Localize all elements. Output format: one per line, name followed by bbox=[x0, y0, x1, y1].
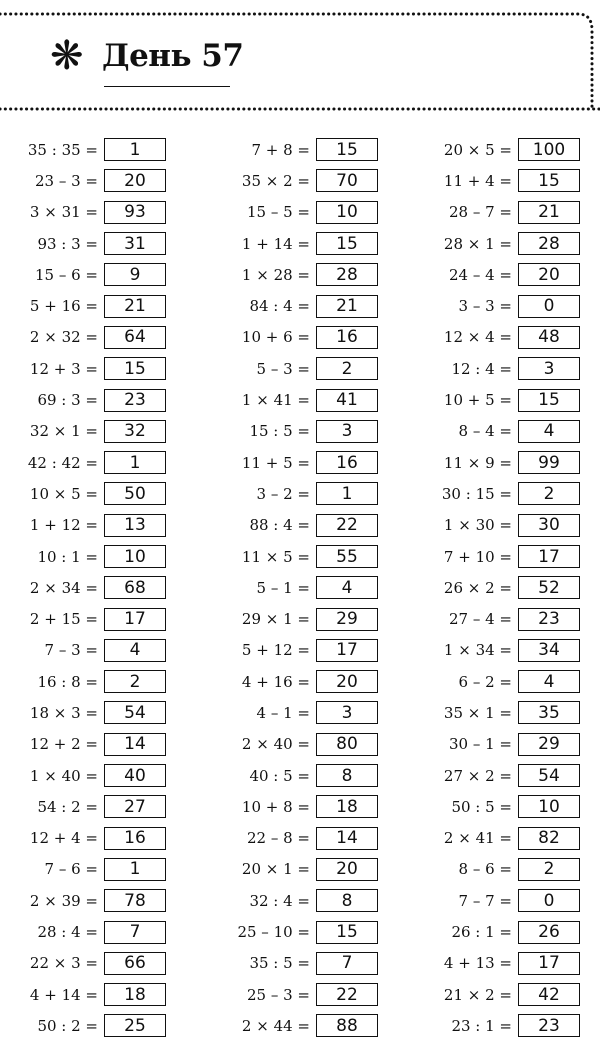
answer-box[interactable]: 8 bbox=[316, 889, 378, 912]
problem-row bbox=[0, 416, 166, 447]
problem-row bbox=[418, 760, 580, 791]
problem-expression: 28 : 4 = bbox=[37, 923, 98, 942]
problem-row bbox=[418, 165, 580, 196]
answer-box[interactable]: 21 bbox=[518, 201, 580, 224]
problem-expression: 3 – 2 = bbox=[256, 484, 310, 503]
answer-box[interactable]: 18 bbox=[316, 795, 378, 818]
answer-box[interactable]: 80 bbox=[316, 733, 378, 756]
problem-row bbox=[0, 603, 166, 634]
problem-row bbox=[210, 854, 378, 885]
problem-expression: 2 × 32 = bbox=[29, 328, 98, 347]
answer-box[interactable]: 4 bbox=[104, 639, 166, 662]
problem-row bbox=[418, 228, 580, 259]
problem-row bbox=[418, 510, 580, 541]
answer-box[interactable]: 15 bbox=[316, 138, 378, 161]
problem-expression: 4 + 13 = bbox=[443, 954, 512, 973]
problem-row bbox=[418, 572, 580, 603]
asterisk-icon: ❋ bbox=[50, 33, 84, 79]
answer-box[interactable]: 20 bbox=[316, 858, 378, 881]
problem-expression: 10 + 5 = bbox=[443, 391, 512, 410]
problem-expression: 2 × 44 = bbox=[241, 1016, 310, 1035]
problem-row bbox=[418, 885, 580, 916]
problem-row bbox=[210, 916, 378, 947]
problem-row bbox=[210, 228, 378, 259]
answer-box[interactable]: 31 bbox=[104, 232, 166, 255]
answer-box[interactable]: 34 bbox=[518, 639, 580, 662]
problem-expression: 54 : 2 = bbox=[37, 797, 98, 816]
answer-box[interactable]: 29 bbox=[518, 733, 580, 756]
answer-box[interactable]: 48 bbox=[518, 326, 580, 349]
problem-expression: 11 × 9 = bbox=[443, 453, 512, 472]
problem-expression: 12 : 4 = bbox=[451, 359, 512, 378]
problem-row bbox=[0, 197, 166, 228]
problem-expression: 50 : 5 = bbox=[451, 797, 512, 816]
answer-box[interactable]: 22 bbox=[316, 514, 378, 537]
problem-expression: 30 – 1 = bbox=[448, 735, 512, 754]
problem-row bbox=[0, 353, 166, 384]
problem-row bbox=[210, 134, 378, 165]
problem-row bbox=[210, 572, 378, 603]
problem-expression: 12 + 3 = bbox=[29, 359, 98, 378]
answer-box[interactable]: 18 bbox=[104, 983, 166, 1006]
problem-row bbox=[0, 729, 166, 760]
problem-expression: 10 : 1 = bbox=[37, 547, 98, 566]
answer-box[interactable]: 3 bbox=[316, 420, 378, 443]
problem-row bbox=[210, 197, 378, 228]
problem-expression: 29 × 1 = bbox=[241, 610, 310, 629]
problem-expression: 2 + 15 = bbox=[29, 610, 98, 629]
problem-row bbox=[0, 666, 166, 697]
title-block bbox=[50, 33, 244, 79]
answer-box[interactable]: 10 bbox=[518, 795, 580, 818]
problem-expression: 26 : 1 = bbox=[451, 923, 512, 942]
page-header bbox=[0, 0, 600, 118]
answer-box[interactable]: 9 bbox=[104, 263, 166, 286]
answer-box[interactable]: 93 bbox=[104, 201, 166, 224]
problem-row bbox=[0, 1010, 166, 1041]
problem-row bbox=[210, 948, 378, 979]
problem-expression: 1 + 14 = bbox=[241, 234, 310, 253]
problem-row bbox=[210, 979, 378, 1010]
problem-expression: 3 × 31 = bbox=[29, 203, 98, 222]
problem-expression: 10 + 6 = bbox=[241, 328, 310, 347]
problem-row bbox=[418, 1010, 580, 1041]
answer-box[interactable]: 28 bbox=[316, 263, 378, 286]
answer-box[interactable]: 4 bbox=[518, 420, 580, 443]
problem-row bbox=[210, 259, 378, 290]
problem-row bbox=[210, 791, 378, 822]
problem-row bbox=[210, 165, 378, 196]
problem-row bbox=[418, 697, 580, 728]
problem-expression: 2 × 39 = bbox=[29, 891, 98, 910]
answer-box[interactable]: 27 bbox=[104, 795, 166, 818]
answer-box[interactable]: 14 bbox=[316, 827, 378, 850]
answer-box[interactable]: 21 bbox=[316, 295, 378, 318]
answer-box[interactable]: 20 bbox=[316, 670, 378, 693]
problem-row bbox=[210, 478, 378, 509]
problem-expression: 5 – 1 = bbox=[256, 578, 310, 597]
answer-box[interactable]: 10 bbox=[104, 545, 166, 568]
answer-box[interactable]: 1 bbox=[316, 482, 378, 505]
answer-box[interactable]: 0 bbox=[518, 889, 580, 912]
problem-expression: 28 × 1 = bbox=[443, 234, 512, 253]
problem-expression: 20 × 5 = bbox=[443, 140, 512, 159]
answer-box[interactable]: 15 bbox=[518, 389, 580, 412]
problem-expression: 7 + 10 = bbox=[443, 547, 512, 566]
problem-expression: 25 – 3 = bbox=[246, 985, 310, 1004]
problem-row bbox=[418, 791, 580, 822]
problem-expression: 3 – 3 = bbox=[458, 297, 512, 316]
answer-box[interactable]: 15 bbox=[518, 169, 580, 192]
problem-expression: 11 + 4 = bbox=[443, 171, 512, 190]
problem-expression: 15 – 5 = bbox=[246, 203, 310, 222]
problem-row bbox=[0, 478, 166, 509]
answer-box[interactable]: 13 bbox=[104, 514, 166, 537]
problem-expression: 10 + 8 = bbox=[241, 797, 310, 816]
problem-expression: 32 : 4 = bbox=[249, 891, 310, 910]
problem-row bbox=[210, 447, 378, 478]
problem-row bbox=[0, 384, 166, 415]
answer-box[interactable]: 16 bbox=[316, 326, 378, 349]
problem-row bbox=[210, 510, 378, 541]
problem-expression: 8 – 6 = bbox=[458, 860, 512, 879]
problem-column-3 bbox=[418, 134, 580, 1042]
problem-row bbox=[0, 697, 166, 728]
problem-expression: 22 – 8 = bbox=[246, 829, 310, 848]
problem-row bbox=[418, 290, 580, 321]
problem-row bbox=[0, 854, 166, 885]
problem-row bbox=[418, 322, 580, 353]
title-underline bbox=[104, 86, 230, 87]
answer-box[interactable]: 64 bbox=[104, 326, 166, 349]
answer-box[interactable]: 29 bbox=[316, 608, 378, 631]
problem-expression: 27 – 4 = bbox=[448, 610, 512, 629]
problem-expression: 4 – 1 = bbox=[256, 703, 310, 722]
answer-box[interactable]: 2 bbox=[316, 357, 378, 380]
problem-row bbox=[418, 197, 580, 228]
answer-box[interactable]: 88 bbox=[316, 1014, 378, 1037]
answer-box[interactable]: 82 bbox=[518, 827, 580, 850]
problem-expression: 12 × 4 = bbox=[443, 328, 512, 347]
answer-box[interactable]: 15 bbox=[316, 232, 378, 255]
problem-row bbox=[0, 916, 166, 947]
problem-expression: 1 × 34 = bbox=[443, 641, 512, 660]
problem-expression: 12 + 2 = bbox=[29, 735, 98, 754]
problem-expression: 4 + 16 = bbox=[241, 672, 310, 691]
problem-expression: 12 + 4 = bbox=[29, 829, 98, 848]
problem-expression: 11 + 5 = bbox=[241, 453, 310, 472]
answer-box[interactable]: 35 bbox=[518, 701, 580, 724]
problem-expression: 15 – 6 = bbox=[34, 265, 98, 284]
problem-row bbox=[0, 322, 166, 353]
answer-box[interactable]: 0 bbox=[518, 295, 580, 318]
answer-box[interactable]: 3 bbox=[518, 357, 580, 380]
problem-expression: 30 : 15 = bbox=[441, 484, 512, 503]
answer-box[interactable]: 20 bbox=[104, 169, 166, 192]
answer-box[interactable]: 14 bbox=[104, 733, 166, 756]
problem-expression: 35 × 1 = bbox=[443, 703, 512, 722]
problem-row bbox=[0, 290, 166, 321]
problem-row bbox=[418, 635, 580, 666]
answer-box[interactable]: 7 bbox=[104, 921, 166, 944]
problem-expression: 2 × 40 = bbox=[241, 735, 310, 754]
problem-column-2 bbox=[210, 134, 378, 1042]
answer-box[interactable]: 4 bbox=[518, 670, 580, 693]
problem-row bbox=[0, 165, 166, 196]
problem-expression: 16 : 8 = bbox=[37, 672, 98, 691]
problem-expression: 5 + 12 = bbox=[241, 641, 310, 660]
problem-row bbox=[0, 979, 166, 1010]
problem-expression: 88 : 4 = bbox=[249, 516, 310, 535]
problem-row bbox=[210, 322, 378, 353]
problem-expression: 7 – 7 = bbox=[458, 891, 512, 910]
problem-expression: 35 : 5 = bbox=[249, 954, 310, 973]
problem-row bbox=[418, 603, 580, 634]
answer-box[interactable]: 78 bbox=[104, 889, 166, 912]
answer-box[interactable]: 1 bbox=[104, 138, 166, 161]
answer-box[interactable]: 10 bbox=[316, 201, 378, 224]
answer-box[interactable]: 23 bbox=[104, 389, 166, 412]
problem-expression: 50 : 2 = bbox=[37, 1016, 98, 1035]
problem-expression: 28 – 7 = bbox=[448, 203, 512, 222]
answer-box[interactable]: 2 bbox=[104, 670, 166, 693]
problem-row bbox=[0, 760, 166, 791]
problem-expression: 18 × 3 = bbox=[29, 703, 98, 722]
problem-expression: 1 × 28 = bbox=[241, 265, 310, 284]
problem-row bbox=[0, 541, 166, 572]
problem-row bbox=[0, 447, 166, 478]
problem-expression: 4 + 14 = bbox=[29, 985, 98, 1004]
problem-expression: 26 × 2 = bbox=[443, 578, 512, 597]
answer-box[interactable]: 17 bbox=[518, 952, 580, 975]
answer-box[interactable]: 99 bbox=[518, 451, 580, 474]
problem-row bbox=[210, 541, 378, 572]
problem-expression: 21 × 2 = bbox=[443, 985, 512, 1004]
answer-box[interactable]: 50 bbox=[104, 482, 166, 505]
problem-row bbox=[210, 666, 378, 697]
problem-expression: 35 : 35 = bbox=[27, 140, 98, 159]
problem-row bbox=[418, 259, 580, 290]
answer-box[interactable]: 3 bbox=[316, 701, 378, 724]
problem-row bbox=[210, 760, 378, 791]
answer-box[interactable]: 1 bbox=[104, 858, 166, 881]
answer-box[interactable]: 42 bbox=[518, 983, 580, 1006]
problem-expression: 11 × 5 = bbox=[241, 547, 310, 566]
problem-row bbox=[0, 134, 166, 165]
answer-box[interactable]: 52 bbox=[518, 576, 580, 599]
problem-row bbox=[0, 510, 166, 541]
problem-expression: 1 × 41 = bbox=[241, 391, 310, 410]
answer-box[interactable]: 40 bbox=[104, 764, 166, 787]
problem-row bbox=[210, 729, 378, 760]
problem-row bbox=[418, 979, 580, 1010]
problem-row bbox=[0, 823, 166, 854]
answer-box[interactable]: 23 bbox=[518, 1014, 580, 1037]
problem-row bbox=[0, 791, 166, 822]
answer-box[interactable]: 100 bbox=[518, 138, 580, 161]
answer-box[interactable]: 55 bbox=[316, 545, 378, 568]
answer-box[interactable]: 30 bbox=[518, 514, 580, 537]
problem-expression: 24 – 4 = bbox=[448, 265, 512, 284]
problem-row bbox=[210, 1010, 378, 1041]
problem-expression: 2 × 34 = bbox=[29, 578, 98, 597]
problem-expression: 35 × 2 = bbox=[241, 171, 310, 190]
problem-expression: 69 : 3 = bbox=[37, 391, 98, 410]
answer-box[interactable]: 23 bbox=[518, 608, 580, 631]
answer-box[interactable]: 66 bbox=[104, 952, 166, 975]
answer-box[interactable]: 1 bbox=[104, 451, 166, 474]
problem-row bbox=[210, 290, 378, 321]
problem-row bbox=[0, 572, 166, 603]
problem-row bbox=[210, 353, 378, 384]
answer-box[interactable]: 21 bbox=[104, 295, 166, 318]
problem-expression: 5 – 3 = bbox=[256, 359, 310, 378]
problem-row bbox=[0, 885, 166, 916]
answer-box[interactable]: 25 bbox=[104, 1014, 166, 1037]
problem-row bbox=[418, 916, 580, 947]
problem-expression: 25 – 10 = bbox=[237, 923, 310, 942]
problem-column-1 bbox=[0, 134, 166, 1042]
problem-row bbox=[418, 416, 580, 447]
answer-box[interactable]: 22 bbox=[316, 983, 378, 1006]
answer-box[interactable]: 17 bbox=[316, 639, 378, 662]
answer-box[interactable]: 68 bbox=[104, 576, 166, 599]
problem-row bbox=[210, 416, 378, 447]
problem-expression: 7 + 8 = bbox=[251, 140, 310, 159]
problem-row bbox=[418, 447, 580, 478]
problem-expression: 42 : 42 = bbox=[27, 453, 98, 472]
problem-expression: 1 × 30 = bbox=[443, 516, 512, 535]
problem-expression: 2 × 41 = bbox=[443, 829, 512, 848]
problem-row bbox=[418, 823, 580, 854]
problem-expression: 6 – 2 = bbox=[458, 672, 512, 691]
problem-row bbox=[418, 478, 580, 509]
problem-expression: 10 × 5 = bbox=[29, 484, 98, 503]
answer-box[interactable]: 17 bbox=[518, 545, 580, 568]
problem-row bbox=[418, 541, 580, 572]
answer-box[interactable]: 7 bbox=[316, 952, 378, 975]
problem-row bbox=[418, 134, 580, 165]
problem-row bbox=[0, 635, 166, 666]
answer-box[interactable]: 16 bbox=[104, 827, 166, 850]
page-title: День 57 bbox=[102, 38, 244, 74]
answer-box[interactable]: 2 bbox=[518, 482, 580, 505]
answer-box[interactable]: 4 bbox=[316, 576, 378, 599]
problem-expression: 27 × 2 = bbox=[443, 766, 512, 785]
problem-expression: 8 – 4 = bbox=[458, 422, 512, 441]
problem-expression: 1 × 40 = bbox=[29, 766, 98, 785]
problem-row bbox=[210, 603, 378, 634]
problem-row bbox=[210, 885, 378, 916]
answer-box[interactable]: 15 bbox=[104, 357, 166, 380]
problem-row bbox=[210, 384, 378, 415]
answer-box[interactable]: 41 bbox=[316, 389, 378, 412]
problem-row bbox=[210, 697, 378, 728]
problem-expression: 7 – 3 = bbox=[44, 641, 98, 660]
problem-expression: 5 + 16 = bbox=[29, 297, 98, 316]
answer-box[interactable]: 32 bbox=[104, 420, 166, 443]
answer-box[interactable]: 16 bbox=[316, 451, 378, 474]
answer-box[interactable]: 70 bbox=[316, 169, 378, 192]
answer-box[interactable]: 28 bbox=[518, 232, 580, 255]
problem-row bbox=[210, 823, 378, 854]
problem-row bbox=[210, 635, 378, 666]
problem-expression: 84 : 4 = bbox=[249, 297, 310, 316]
problem-expression: 7 – 6 = bbox=[44, 860, 98, 879]
problem-expression: 15 : 5 = bbox=[249, 422, 310, 441]
problem-row bbox=[418, 353, 580, 384]
answer-box[interactable]: 15 bbox=[316, 921, 378, 944]
problem-row bbox=[0, 948, 166, 979]
problem-row bbox=[418, 729, 580, 760]
answer-box[interactable]: 54 bbox=[518, 764, 580, 787]
problem-row bbox=[418, 384, 580, 415]
answer-box[interactable]: 54 bbox=[104, 701, 166, 724]
problem-expression: 93 : 3 = bbox=[37, 234, 98, 253]
problem-expression: 20 × 1 = bbox=[241, 860, 310, 879]
problem-row bbox=[0, 228, 166, 259]
problem-expression: 22 × 3 = bbox=[29, 954, 98, 973]
problem-expression: 40 : 5 = bbox=[249, 766, 310, 785]
answer-box[interactable]: 17 bbox=[104, 608, 166, 631]
answer-box[interactable]: 2 bbox=[518, 858, 580, 881]
answer-box[interactable]: 26 bbox=[518, 921, 580, 944]
problem-row bbox=[418, 948, 580, 979]
problem-expression: 23 : 1 = bbox=[451, 1016, 512, 1035]
problem-expression: 1 + 12 = bbox=[29, 516, 98, 535]
problem-row bbox=[418, 854, 580, 885]
answer-box[interactable]: 8 bbox=[316, 764, 378, 787]
problem-row bbox=[418, 666, 580, 697]
answer-box[interactable]: 20 bbox=[518, 263, 580, 286]
problem-row bbox=[0, 259, 166, 290]
problem-expression: 32 × 1 = bbox=[29, 422, 98, 441]
problem-expression: 23 – 3 = bbox=[34, 171, 98, 190]
